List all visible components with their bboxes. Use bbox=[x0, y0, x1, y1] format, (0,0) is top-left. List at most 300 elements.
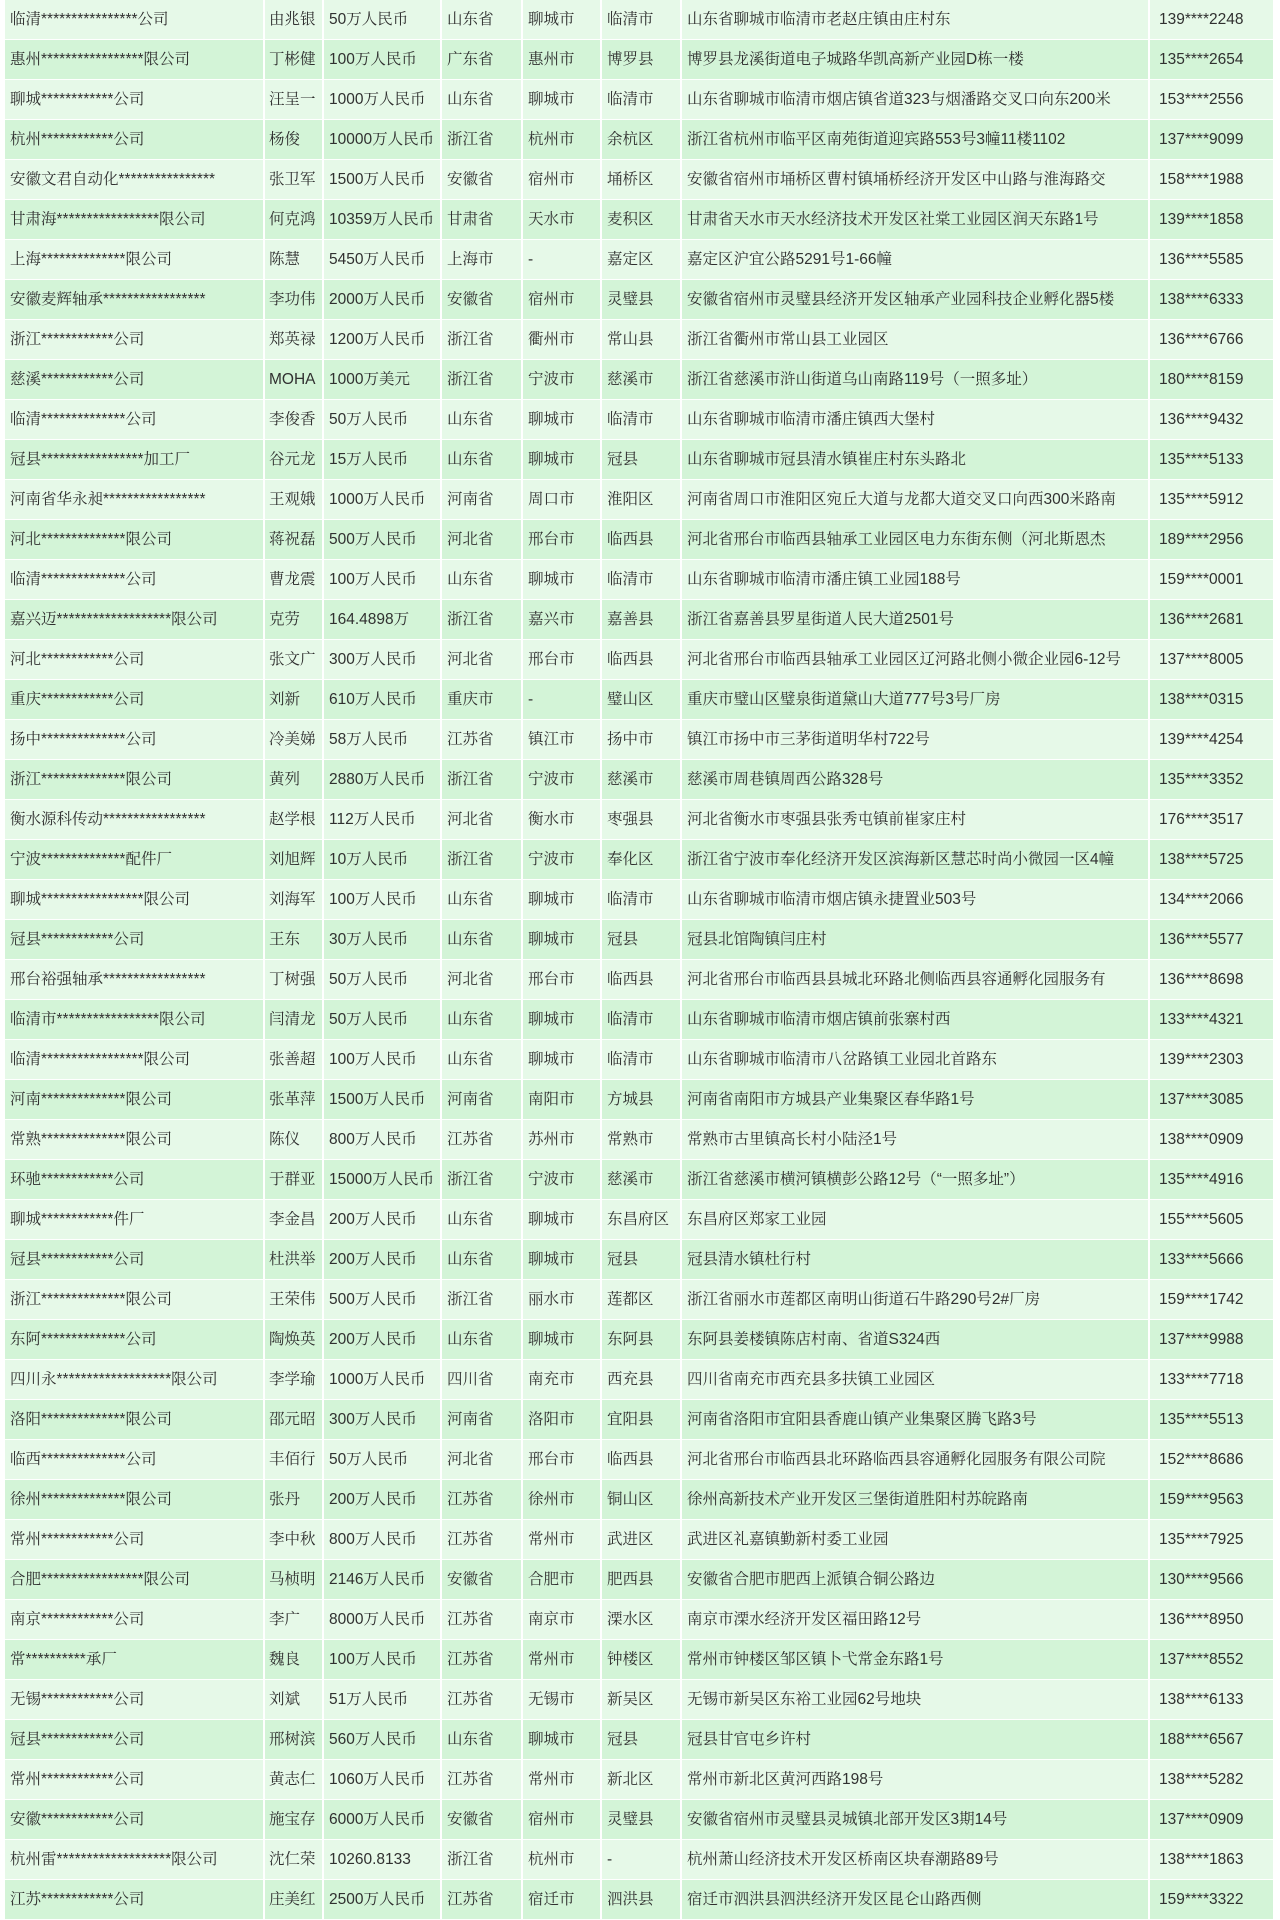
company-name-cell: 常州************公司 bbox=[5, 1520, 263, 1559]
table-row bbox=[5, 720, 1273, 759]
district-cell: 临清市 bbox=[602, 80, 680, 119]
district-cell: 临清市 bbox=[602, 880, 680, 919]
province-cell: 山东省 bbox=[442, 1200, 521, 1239]
city-cell: 南京市 bbox=[523, 1600, 600, 1639]
registered-capital-cell: 50万人民币 bbox=[324, 1000, 440, 1039]
phone-cell: 134****2066 bbox=[1150, 880, 1273, 919]
phone-cell: 138****0909 bbox=[1150, 1120, 1273, 1159]
company-name-cell: 南京************公司 bbox=[5, 1600, 263, 1639]
province-cell: 河南省 bbox=[442, 1080, 521, 1119]
company-name-cell: 安徽麦辉轴承***************** bbox=[5, 280, 263, 319]
company-name-cell: 徐州**************限公司 bbox=[5, 1480, 263, 1519]
province-cell: 安徽省 bbox=[442, 160, 521, 199]
city-cell: 镇江市 bbox=[523, 720, 600, 759]
registered-capital-cell: 112万人民币 bbox=[324, 800, 440, 839]
city-cell: 宿州市 bbox=[523, 160, 600, 199]
table-row bbox=[5, 1000, 1273, 1039]
table-row bbox=[5, 1640, 1273, 1679]
district-cell: 常山县 bbox=[602, 320, 680, 359]
district-cell: 东阿县 bbox=[602, 1320, 680, 1359]
city-cell: 杭州市 bbox=[523, 1840, 600, 1879]
registered-capital-cell: 500万人民币 bbox=[324, 1280, 440, 1319]
company-name-cell: 河北************公司 bbox=[5, 640, 263, 679]
legal-representative-cell: 李广 bbox=[265, 1600, 322, 1639]
legal-representative-cell: 杨俊 bbox=[265, 120, 322, 159]
legal-representative-cell: 王东 bbox=[265, 920, 322, 959]
company-name-cell: 临清市*****************限公司 bbox=[5, 1000, 263, 1039]
province-cell: 河北省 bbox=[442, 520, 521, 559]
table-row bbox=[5, 1480, 1273, 1519]
province-cell: 上海市 bbox=[442, 240, 521, 279]
legal-representative-cell: 曹龙震 bbox=[265, 560, 322, 599]
address-cell: 武进区礼嘉镇勤新村委工业园 bbox=[682, 1520, 1148, 1559]
city-cell: 邢台市 bbox=[523, 1440, 600, 1479]
table-row bbox=[5, 1400, 1273, 1439]
legal-representative-cell: 李功伟 bbox=[265, 280, 322, 319]
address-cell: 河北省邢台市临西县县城北环路北侧临西县容通孵化园服务有 bbox=[682, 960, 1148, 999]
phone-cell: 137****3085 bbox=[1150, 1080, 1273, 1119]
legal-representative-cell: 蒋祝磊 bbox=[265, 520, 322, 559]
phone-cell: 135****4916 bbox=[1150, 1160, 1273, 1199]
phone-cell: 138****0315 bbox=[1150, 680, 1273, 719]
company-name-cell: 冠县*****************加工厂 bbox=[5, 440, 263, 479]
province-cell: 浙江省 bbox=[442, 600, 521, 639]
legal-representative-cell: 张丹 bbox=[265, 1480, 322, 1519]
company-name-cell: 聊城*****************限公司 bbox=[5, 880, 263, 919]
phone-cell: 130****9566 bbox=[1150, 1560, 1273, 1599]
city-cell: 嘉兴市 bbox=[523, 600, 600, 639]
table-row bbox=[5, 480, 1273, 519]
legal-representative-cell: 刘新 bbox=[265, 680, 322, 719]
city-cell: 徐州市 bbox=[523, 1480, 600, 1519]
legal-representative-cell: 李金昌 bbox=[265, 1200, 322, 1239]
phone-cell: 159****3322 bbox=[1150, 1880, 1273, 1919]
registered-capital-cell: 560万人民币 bbox=[324, 1720, 440, 1759]
district-cell: 临清市 bbox=[602, 1040, 680, 1079]
city-cell: 惠州市 bbox=[523, 40, 600, 79]
district-cell: 宜阳县 bbox=[602, 1400, 680, 1439]
legal-representative-cell: 黄志仁 bbox=[265, 1760, 322, 1799]
table-row bbox=[5, 840, 1273, 879]
province-cell: 山东省 bbox=[442, 880, 521, 919]
address-cell: 常州市新北区黄河西路198号 bbox=[682, 1760, 1148, 1799]
registered-capital-cell: 800万人民币 bbox=[324, 1120, 440, 1159]
legal-representative-cell: 张文广 bbox=[265, 640, 322, 679]
company-name-cell: 扬中**************公司 bbox=[5, 720, 263, 759]
registered-capital-cell: 50万人民币 bbox=[324, 400, 440, 439]
table-row bbox=[5, 560, 1273, 599]
city-cell: 宁波市 bbox=[523, 840, 600, 879]
table-row bbox=[5, 1840, 1273, 1879]
table-row bbox=[5, 800, 1273, 839]
province-cell: 江苏省 bbox=[442, 720, 521, 759]
company-name-cell: 邢台裕强轴承***************** bbox=[5, 960, 263, 999]
company-name-cell: 环驰************公司 bbox=[5, 1160, 263, 1199]
address-cell: 嘉定区沪宜公路5291号1-66幢 bbox=[682, 240, 1148, 279]
city-cell: 洛阳市 bbox=[523, 1400, 600, 1439]
city-cell: 南充市 bbox=[523, 1360, 600, 1399]
company-name-cell: 东阿**************公司 bbox=[5, 1320, 263, 1359]
registered-capital-cell: 1000万人民币 bbox=[324, 80, 440, 119]
table-row bbox=[5, 680, 1273, 719]
province-cell: 安徽省 bbox=[442, 1560, 521, 1599]
city-cell: 宿迁市 bbox=[523, 1880, 600, 1919]
legal-representative-cell: 张卫军 bbox=[265, 160, 322, 199]
table-row bbox=[5, 280, 1273, 319]
address-cell: 山东省聊城市临清市老赵庄镇由庄村东 bbox=[682, 0, 1148, 39]
registered-capital-cell: 100万人民币 bbox=[324, 880, 440, 919]
phone-cell: 152****8686 bbox=[1150, 1440, 1273, 1479]
city-cell: 聊城市 bbox=[523, 560, 600, 599]
legal-representative-cell: 丁彬健 bbox=[265, 40, 322, 79]
province-cell: 河南省 bbox=[442, 480, 521, 519]
address-cell: 山东省聊城市临清市烟店镇前张寨村西 bbox=[682, 1000, 1148, 1039]
province-cell: 山东省 bbox=[442, 560, 521, 599]
legal-representative-cell: 陶焕英 bbox=[265, 1320, 322, 1359]
registered-capital-cell: 100万人民币 bbox=[324, 560, 440, 599]
legal-representative-cell: 刘旭辉 bbox=[265, 840, 322, 879]
address-cell: 四川省南充市西充县多扶镇工业园区 bbox=[682, 1360, 1148, 1399]
legal-representative-cell: 李学瑜 bbox=[265, 1360, 322, 1399]
registered-capital-cell: 200万人民币 bbox=[324, 1240, 440, 1279]
province-cell: 河南省 bbox=[442, 1400, 521, 1439]
city-cell: 聊城市 bbox=[523, 1200, 600, 1239]
address-cell: 山东省聊城市临清市烟店镇省道323与烟潘路交叉口向东200米 bbox=[682, 80, 1148, 119]
district-cell: 博罗县 bbox=[602, 40, 680, 79]
registered-capital-cell: 51万人民币 bbox=[324, 1680, 440, 1719]
registered-capital-cell: 800万人民币 bbox=[324, 1520, 440, 1559]
address-cell: 博罗县龙溪街道电子城路华凯高新产业园D栋一楼 bbox=[682, 40, 1148, 79]
city-cell: 聊城市 bbox=[523, 1000, 600, 1039]
company-name-cell: 聊城************公司 bbox=[5, 80, 263, 119]
table-row bbox=[5, 1800, 1273, 1839]
phone-cell: 133****5666 bbox=[1150, 1240, 1273, 1279]
phone-cell: 135****3352 bbox=[1150, 760, 1273, 799]
province-cell: 四川省 bbox=[442, 1360, 521, 1399]
province-cell: 江苏省 bbox=[442, 1600, 521, 1639]
phone-cell: 136****5585 bbox=[1150, 240, 1273, 279]
legal-representative-cell: 丁树强 bbox=[265, 960, 322, 999]
table-row bbox=[5, 1080, 1273, 1119]
district-cell: 方城县 bbox=[602, 1080, 680, 1119]
district-cell: 临清市 bbox=[602, 0, 680, 39]
district-cell: - bbox=[602, 1840, 680, 1879]
legal-representative-cell: 由兆银 bbox=[265, 0, 322, 39]
phone-cell: 180****8159 bbox=[1150, 360, 1273, 399]
phone-cell: 137****0909 bbox=[1150, 1800, 1273, 1839]
table-row bbox=[5, 1440, 1273, 1479]
province-cell: 山东省 bbox=[442, 1000, 521, 1039]
address-cell: 安徽省宿州市灵璧县灵城镇北部开发区3期14号 bbox=[682, 1800, 1148, 1839]
city-cell: 聊城市 bbox=[523, 1720, 600, 1759]
registered-capital-cell: 2880万人民币 bbox=[324, 760, 440, 799]
phone-cell: 136****9432 bbox=[1150, 400, 1273, 439]
province-cell: 浙江省 bbox=[442, 120, 521, 159]
district-cell: 嘉定区 bbox=[602, 240, 680, 279]
legal-representative-cell: 张善超 bbox=[265, 1040, 322, 1079]
registered-capital-cell: 500万人民币 bbox=[324, 520, 440, 559]
address-cell: 山东省聊城市临清市潘庄镇工业园188号 bbox=[682, 560, 1148, 599]
company-name-cell: 宁波**************配件厂 bbox=[5, 840, 263, 879]
phone-cell: 133****7718 bbox=[1150, 1360, 1273, 1399]
table-row bbox=[5, 160, 1273, 199]
province-cell: 浙江省 bbox=[442, 360, 521, 399]
province-cell: 江苏省 bbox=[442, 1640, 521, 1679]
table-row bbox=[5, 320, 1273, 359]
registered-capital-cell: 8000万人民币 bbox=[324, 1600, 440, 1639]
district-cell: 慈溪市 bbox=[602, 360, 680, 399]
company-name-cell: 衡水源科传动***************** bbox=[5, 800, 263, 839]
district-cell: 临清市 bbox=[602, 1000, 680, 1039]
address-cell: 河南省南阳市方城县产业集聚区春华路1号 bbox=[682, 1080, 1148, 1119]
address-cell: 常州市钟楼区邹区镇卜弋常金东路1号 bbox=[682, 1640, 1148, 1679]
company-name-cell: 无锡************公司 bbox=[5, 1680, 263, 1719]
city-cell: 宿州市 bbox=[523, 280, 600, 319]
address-cell: 山东省聊城市临清市潘庄镇西大堡村 bbox=[682, 400, 1148, 439]
address-cell: 南京市溧水经济开发区福田路12号 bbox=[682, 1600, 1148, 1639]
company-name-cell: 临清**************公司 bbox=[5, 560, 263, 599]
province-cell: 安徽省 bbox=[442, 280, 521, 319]
district-cell: 冠县 bbox=[602, 1240, 680, 1279]
address-cell: 浙江省慈溪市横河镇横彭公路12号（“一照多址”） bbox=[682, 1160, 1148, 1199]
province-cell: 甘肃省 bbox=[442, 200, 521, 239]
company-name-cell: 常**********承厂 bbox=[5, 1640, 263, 1679]
district-cell: 临西县 bbox=[602, 640, 680, 679]
phone-cell: 139****1858 bbox=[1150, 200, 1273, 239]
phone-cell: 137****9099 bbox=[1150, 120, 1273, 159]
city-cell: 聊城市 bbox=[523, 80, 600, 119]
address-cell: 东阿县姜楼镇陈店村南、省道S324西 bbox=[682, 1320, 1148, 1359]
registered-capital-cell: 5450万人民币 bbox=[324, 240, 440, 279]
province-cell: 江苏省 bbox=[442, 1760, 521, 1799]
address-cell: 杭州萧山经济技术开发区桥南区块春潮路89号 bbox=[682, 1840, 1148, 1879]
table-row bbox=[5, 1200, 1273, 1239]
city-cell: 杭州市 bbox=[523, 120, 600, 159]
table-row bbox=[5, 1040, 1273, 1079]
city-cell: 宿州市 bbox=[523, 1800, 600, 1839]
city-cell: - bbox=[523, 680, 600, 719]
company-name-cell: 嘉兴迈*******************限公司 bbox=[5, 600, 263, 639]
address-cell: 重庆市璧山区璧泉街道黛山大道777号3号厂房 bbox=[682, 680, 1148, 719]
city-cell: 邢台市 bbox=[523, 640, 600, 679]
registered-capital-cell: 30万人民币 bbox=[324, 920, 440, 959]
address-cell: 河北省邢台市临西县北环路临西县容通孵化园服务有限公司院 bbox=[682, 1440, 1148, 1479]
company-name-cell: 浙江**************限公司 bbox=[5, 760, 263, 799]
phone-cell: 138****5282 bbox=[1150, 1760, 1273, 1799]
district-cell: 临清市 bbox=[602, 560, 680, 599]
registered-capital-cell: 6000万人民币 bbox=[324, 1800, 440, 1839]
city-cell: 常州市 bbox=[523, 1520, 600, 1559]
province-cell: 广东省 bbox=[442, 40, 521, 79]
city-cell: 聊城市 bbox=[523, 880, 600, 919]
registered-capital-cell: 10359万人民币 bbox=[324, 200, 440, 239]
table-row bbox=[5, 200, 1273, 239]
company-name-cell: 河北**************限公司 bbox=[5, 520, 263, 559]
address-cell: 山东省聊城市冠县清水镇崔庄村东头路北 bbox=[682, 440, 1148, 479]
district-cell: 临西县 bbox=[602, 960, 680, 999]
phone-cell: 138****1863 bbox=[1150, 1840, 1273, 1879]
company-name-cell: 杭州雷*******************限公司 bbox=[5, 1840, 263, 1879]
district-cell: 临西县 bbox=[602, 520, 680, 559]
phone-cell: 188****6567 bbox=[1150, 1720, 1273, 1759]
registered-capital-cell: 1200万人民币 bbox=[324, 320, 440, 359]
legal-representative-cell: 陈慧 bbox=[265, 240, 322, 279]
city-cell: 聊城市 bbox=[523, 0, 600, 39]
legal-representative-cell: 汪呈一 bbox=[265, 80, 322, 119]
district-cell: 埇桥区 bbox=[602, 160, 680, 199]
company-name-cell: 常州************公司 bbox=[5, 1760, 263, 1799]
province-cell: 浙江省 bbox=[442, 760, 521, 799]
table-row bbox=[5, 1680, 1273, 1719]
address-cell: 山东省聊城市临清市八岔路镇工业园北首路东 bbox=[682, 1040, 1148, 1079]
legal-representative-cell: 闫清龙 bbox=[265, 1000, 322, 1039]
city-cell: 衡水市 bbox=[523, 800, 600, 839]
district-cell: 灵璧县 bbox=[602, 280, 680, 319]
address-cell: 镇江市扬中市三茅街道明华村722号 bbox=[682, 720, 1148, 759]
table-row bbox=[5, 520, 1273, 559]
company-name-cell: 重庆************公司 bbox=[5, 680, 263, 719]
company-name-cell: 四川永*******************限公司 bbox=[5, 1360, 263, 1399]
phone-cell: 133****4321 bbox=[1150, 1000, 1273, 1039]
address-cell: 徐州高新技术产业开发区三堡街道胜阳村苏皖路南 bbox=[682, 1480, 1148, 1519]
registered-capital-cell: 100万人民币 bbox=[324, 1040, 440, 1079]
registered-capital-cell: 50万人民币 bbox=[324, 960, 440, 999]
city-cell: 宁波市 bbox=[523, 360, 600, 399]
city-cell: 常州市 bbox=[523, 1760, 600, 1799]
legal-representative-cell: 何克鸿 bbox=[265, 200, 322, 239]
district-cell: 新北区 bbox=[602, 1760, 680, 1799]
phone-cell: 136****6766 bbox=[1150, 320, 1273, 359]
table-row bbox=[5, 1120, 1273, 1159]
province-cell: 重庆市 bbox=[442, 680, 521, 719]
table-row bbox=[5, 80, 1273, 119]
table-row bbox=[5, 40, 1273, 79]
phone-cell: 135****5513 bbox=[1150, 1400, 1273, 1439]
city-cell: 聊城市 bbox=[523, 1240, 600, 1279]
city-cell: 邢台市 bbox=[523, 960, 600, 999]
city-cell: 宁波市 bbox=[523, 1160, 600, 1199]
company-name-cell: 安徽文君自动化**************** bbox=[5, 160, 263, 199]
district-cell: 肥西县 bbox=[602, 1560, 680, 1599]
registered-capital-cell: 2500万人民币 bbox=[324, 1880, 440, 1919]
phone-cell: 189****2956 bbox=[1150, 520, 1273, 559]
legal-representative-cell: 沈仁荣 bbox=[265, 1840, 322, 1879]
province-cell: 山东省 bbox=[442, 0, 521, 39]
address-cell: 安徽省合肥市肥西上派镇合铜公路边 bbox=[682, 1560, 1148, 1599]
table-row bbox=[5, 1760, 1273, 1799]
registered-capital-cell: 58万人民币 bbox=[324, 720, 440, 759]
city-cell: 邢台市 bbox=[523, 520, 600, 559]
table-row bbox=[5, 1360, 1273, 1399]
company-name-cell: 临清**************公司 bbox=[5, 400, 263, 439]
city-cell: 合肥市 bbox=[523, 1560, 600, 1599]
phone-cell: 135****5912 bbox=[1150, 480, 1273, 519]
table-row bbox=[5, 0, 1273, 39]
district-cell: 铜山区 bbox=[602, 1480, 680, 1519]
registered-capital-cell: 10260.8133 bbox=[324, 1840, 440, 1879]
legal-representative-cell: 谷元龙 bbox=[265, 440, 322, 479]
table-row bbox=[5, 1560, 1273, 1599]
legal-representative-cell: 杜洪举 bbox=[265, 1240, 322, 1279]
province-cell: 江苏省 bbox=[442, 1520, 521, 1559]
legal-representative-cell: 赵学根 bbox=[265, 800, 322, 839]
phone-cell: 155****5605 bbox=[1150, 1200, 1273, 1239]
province-cell: 安徽省 bbox=[442, 1800, 521, 1839]
legal-representative-cell: 庄美红 bbox=[265, 1880, 322, 1919]
district-cell: 冠县 bbox=[602, 920, 680, 959]
registered-capital-cell: 1000万人民币 bbox=[324, 1360, 440, 1399]
table-row bbox=[5, 1520, 1273, 1559]
registered-capital-cell: 15000万人民币 bbox=[324, 1160, 440, 1199]
phone-cell: 159****0001 bbox=[1150, 560, 1273, 599]
district-cell: 嘉善县 bbox=[602, 600, 680, 639]
legal-representative-cell: 克劳 bbox=[265, 600, 322, 639]
city-cell: 聊城市 bbox=[523, 1040, 600, 1079]
city-cell: 衢州市 bbox=[523, 320, 600, 359]
registered-capital-cell: 2000万人民币 bbox=[324, 280, 440, 319]
phone-cell: 138****6133 bbox=[1150, 1680, 1273, 1719]
company-name-cell: 临清*****************限公司 bbox=[5, 1040, 263, 1079]
table-row bbox=[5, 360, 1273, 399]
province-cell: 河北省 bbox=[442, 800, 521, 839]
table-row bbox=[5, 960, 1273, 999]
table-row bbox=[5, 760, 1273, 799]
phone-cell: 139****2303 bbox=[1150, 1040, 1273, 1079]
phone-cell: 139****4254 bbox=[1150, 720, 1273, 759]
company-name-cell: 冠县************公司 bbox=[5, 1720, 263, 1759]
phone-cell: 153****2556 bbox=[1150, 80, 1273, 119]
address-cell: 河北省衡水市枣强县张秀屯镇前崔家庄村 bbox=[682, 800, 1148, 839]
legal-representative-cell: 丰佰行 bbox=[265, 1440, 322, 1479]
city-cell: 聊城市 bbox=[523, 1320, 600, 1359]
company-name-cell: 浙江************公司 bbox=[5, 320, 263, 359]
registered-capital-cell: 1000万人民币 bbox=[324, 480, 440, 519]
district-cell: 枣强县 bbox=[602, 800, 680, 839]
address-cell: 山东省聊城市临清市烟店镇永捷置业503号 bbox=[682, 880, 1148, 919]
table-row bbox=[5, 1600, 1273, 1639]
address-cell: 无锡市新吴区东裕工业园62号地块 bbox=[682, 1680, 1148, 1719]
registered-capital-cell: 50万人民币 bbox=[324, 1440, 440, 1479]
registered-capital-cell: 2146万人民币 bbox=[324, 1560, 440, 1599]
phone-cell: 137****8552 bbox=[1150, 1640, 1273, 1679]
phone-cell: 135****5133 bbox=[1150, 440, 1273, 479]
district-cell: 麦积区 bbox=[602, 200, 680, 239]
address-cell: 河南省周口市淮阳区宛丘大道与龙都大道交叉口向西300米路南 bbox=[682, 480, 1148, 519]
registered-capital-cell: 164.4898万 bbox=[324, 600, 440, 639]
province-cell: 江苏省 bbox=[442, 1880, 521, 1919]
city-cell: 丽水市 bbox=[523, 1280, 600, 1319]
address-cell: 浙江省杭州市临平区南苑街道迎宾路553号3幢11楼1102 bbox=[682, 120, 1148, 159]
company-name-cell: 慈溪************公司 bbox=[5, 360, 263, 399]
province-cell: 山东省 bbox=[442, 440, 521, 479]
company-table bbox=[5, 0, 1273, 1920]
district-cell: 扬中市 bbox=[602, 720, 680, 759]
address-cell: 浙江省宁波市奉化经济开发区滨海新区慧芯时尚小微园一区4幢 bbox=[682, 840, 1148, 879]
table-row bbox=[5, 1160, 1273, 1199]
province-cell: 河北省 bbox=[442, 640, 521, 679]
company-name-cell: 合肥*****************限公司 bbox=[5, 1560, 263, 1599]
address-cell: 冠县清水镇杜行村 bbox=[682, 1240, 1148, 1279]
legal-representative-cell: 施宝存 bbox=[265, 1800, 322, 1839]
district-cell: 临西县 bbox=[602, 1440, 680, 1479]
address-cell: 东昌府区郑家工业园 bbox=[682, 1200, 1148, 1239]
phone-cell: 136****2681 bbox=[1150, 600, 1273, 639]
city-cell: 聊城市 bbox=[523, 440, 600, 479]
province-cell: 山东省 bbox=[442, 400, 521, 439]
company-name-cell: 常熟**************限公司 bbox=[5, 1120, 263, 1159]
company-name-cell: 惠州*****************限公司 bbox=[5, 40, 263, 79]
table-row bbox=[5, 1280, 1273, 1319]
